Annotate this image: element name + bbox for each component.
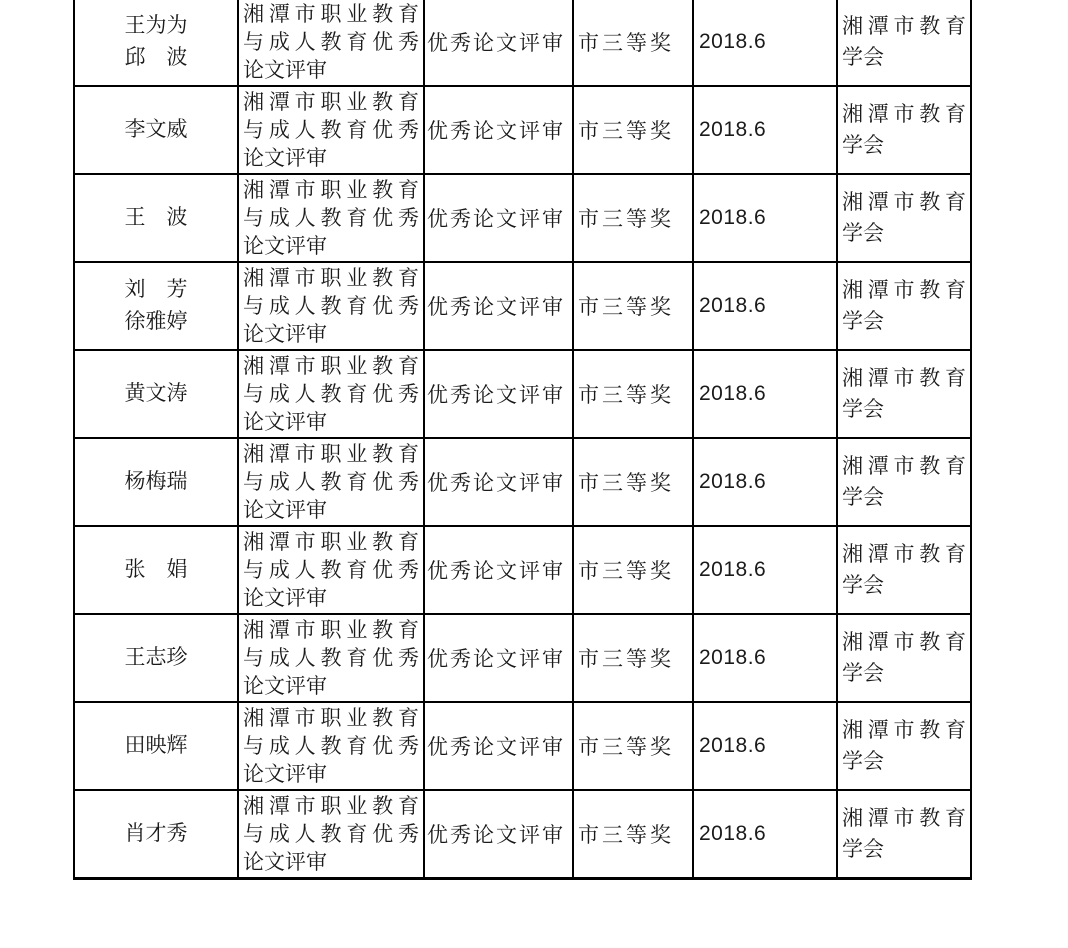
award-cell: 市三等奖	[573, 702, 693, 790]
org-line: 学会	[842, 574, 884, 597]
project-line: 与成人教育优秀	[243, 119, 419, 142]
name-cell	[74, 350, 238, 438]
table-row	[74, 262, 971, 350]
project-line: 湘潭市职业教育	[243, 443, 419, 466]
award-cell: 市三等奖	[573, 262, 693, 350]
project-cell	[238, 438, 424, 526]
award-cell: 市三等奖	[573, 86, 693, 174]
award-cell: 市三等奖	[573, 174, 693, 262]
org-line: 学会	[842, 486, 884, 509]
name-cell	[74, 0, 238, 86]
name-cell	[74, 438, 238, 526]
name-cell	[74, 86, 238, 174]
date-cell: 2018.6	[693, 790, 837, 879]
name-line: 徐雅婷	[124, 310, 188, 333]
org-line: 湘潭市教育	[842, 191, 966, 214]
date-cell: 2018.6	[693, 614, 837, 702]
org-line: 湘潭市教育	[842, 807, 966, 830]
org-line: 湘潭市教育	[842, 719, 966, 742]
project-line: 湘潭市职业教育	[243, 795, 419, 818]
name-cell	[74, 526, 238, 614]
table-row	[74, 350, 971, 438]
category-cell: 优秀论文评审	[424, 86, 573, 174]
awards-table-body	[74, 0, 971, 879]
project-line: 论文评审	[243, 323, 327, 346]
org-cell	[837, 174, 971, 262]
date-cell: 2018.6	[693, 174, 837, 262]
org-line: 学会	[842, 134, 884, 157]
name-line: 黄文涛	[124, 382, 188, 405]
date-cell: 2018.6	[693, 438, 837, 526]
org-line: 湘潭市教育	[842, 631, 966, 654]
awards-table	[73, 0, 972, 880]
project-cell	[238, 262, 424, 350]
date-cell: 2018.6	[693, 350, 837, 438]
name-line: 刘 芳	[124, 278, 188, 301]
table-row	[74, 438, 971, 526]
org-cell	[837, 702, 971, 790]
project-line: 与成人教育优秀	[243, 471, 419, 494]
project-line: 湘潭市职业教育	[243, 91, 419, 114]
org-line: 学会	[842, 838, 884, 861]
table-row	[74, 86, 971, 174]
org-cell	[837, 262, 971, 350]
award-cell: 市三等奖	[573, 0, 693, 86]
project-cell	[238, 614, 424, 702]
project-line: 论文评审	[243, 763, 327, 786]
project-line: 湘潭市职业教育	[243, 179, 419, 202]
award-cell: 市三等奖	[573, 790, 693, 879]
org-cell	[837, 526, 971, 614]
name-cell	[74, 702, 238, 790]
project-cell	[238, 350, 424, 438]
org-line: 湘潭市教育	[842, 455, 966, 478]
org-cell	[837, 438, 971, 526]
project-line: 湘潭市职业教育	[243, 267, 419, 290]
project-line: 论文评审	[243, 499, 327, 522]
project-line: 与成人教育优秀	[243, 207, 419, 230]
date-cell: 2018.6	[693, 86, 837, 174]
project-line: 湘潭市职业教育	[243, 619, 419, 642]
project-line: 与成人教育优秀	[243, 295, 419, 318]
org-line: 湘潭市教育	[842, 15, 966, 38]
org-line: 学会	[842, 750, 884, 773]
name-cell	[74, 262, 238, 350]
project-line: 论文评审	[243, 411, 327, 434]
org-line: 湘潭市教育	[842, 279, 966, 302]
org-cell	[837, 350, 971, 438]
project-line: 与成人教育优秀	[243, 735, 419, 758]
project-line: 湘潭市职业教育	[243, 531, 419, 554]
org-cell	[837, 614, 971, 702]
org-line: 学会	[842, 398, 884, 421]
name-cell	[74, 790, 238, 879]
org-line: 湘潭市教育	[842, 543, 966, 566]
project-line: 与成人教育优秀	[243, 31, 419, 54]
project-line: 湘潭市职业教育	[243, 355, 419, 378]
project-line: 与成人教育优秀	[243, 823, 419, 846]
org-line: 学会	[842, 46, 884, 69]
date-cell: 2018.6	[693, 702, 837, 790]
category-cell: 优秀论文评审	[424, 614, 573, 702]
award-cell: 市三等奖	[573, 614, 693, 702]
project-cell	[238, 702, 424, 790]
category-cell: 优秀论文评审	[424, 790, 573, 879]
name-line: 杨梅瑞	[124, 470, 188, 493]
name-line: 王志珍	[124, 646, 188, 669]
project-cell	[238, 790, 424, 879]
project-line: 论文评审	[243, 675, 327, 698]
project-line: 与成人教育优秀	[243, 383, 419, 406]
table-row	[74, 0, 971, 86]
award-cell: 市三等奖	[573, 438, 693, 526]
date-cell: 2018.6	[693, 0, 837, 86]
org-line: 学会	[842, 662, 884, 685]
project-cell	[238, 174, 424, 262]
project-line: 论文评审	[243, 147, 327, 170]
project-line: 论文评审	[243, 851, 327, 874]
category-cell: 优秀论文评审	[424, 350, 573, 438]
name-cell	[74, 174, 238, 262]
org-cell	[837, 790, 971, 879]
table-row	[74, 790, 971, 879]
table-row	[74, 174, 971, 262]
project-line: 湘潭市职业教育	[243, 707, 419, 730]
name-line: 李文威	[124, 118, 188, 141]
name-line: 王 波	[124, 206, 188, 229]
project-line: 论文评审	[243, 235, 327, 258]
table-row	[74, 702, 971, 790]
name-line: 田映辉	[124, 734, 188, 757]
table-row	[74, 526, 971, 614]
category-cell: 优秀论文评审	[424, 438, 573, 526]
project-cell	[238, 526, 424, 614]
name-line: 邱 波	[124, 46, 188, 69]
org-cell	[837, 86, 971, 174]
table-row	[74, 614, 971, 702]
project-line: 论文评审	[243, 59, 327, 82]
name-line: 王为为	[124, 14, 188, 37]
name-cell	[74, 614, 238, 702]
project-line: 与成人教育优秀	[243, 559, 419, 582]
project-cell	[238, 86, 424, 174]
date-cell: 2018.6	[693, 526, 837, 614]
name-line: 肖才秀	[124, 822, 188, 845]
name-line: 张 娟	[124, 558, 188, 581]
category-cell: 优秀论文评审	[424, 526, 573, 614]
org-line: 学会	[842, 310, 884, 333]
org-line: 湘潭市教育	[842, 367, 966, 390]
org-line: 学会	[842, 222, 884, 245]
category-cell: 优秀论文评审	[424, 262, 573, 350]
project-line: 与成人教育优秀	[243, 647, 419, 670]
project-line: 湘潭市职业教育	[243, 3, 419, 26]
category-cell: 优秀论文评审	[424, 0, 573, 86]
award-cell: 市三等奖	[573, 350, 693, 438]
date-cell: 2018.6	[693, 262, 837, 350]
org-line: 湘潭市教育	[842, 103, 966, 126]
award-cell: 市三等奖	[573, 526, 693, 614]
category-cell: 优秀论文评审	[424, 702, 573, 790]
project-cell	[238, 0, 424, 86]
project-line: 论文评审	[243, 587, 327, 610]
org-cell	[837, 0, 971, 86]
category-cell: 优秀论文评审	[424, 174, 573, 262]
